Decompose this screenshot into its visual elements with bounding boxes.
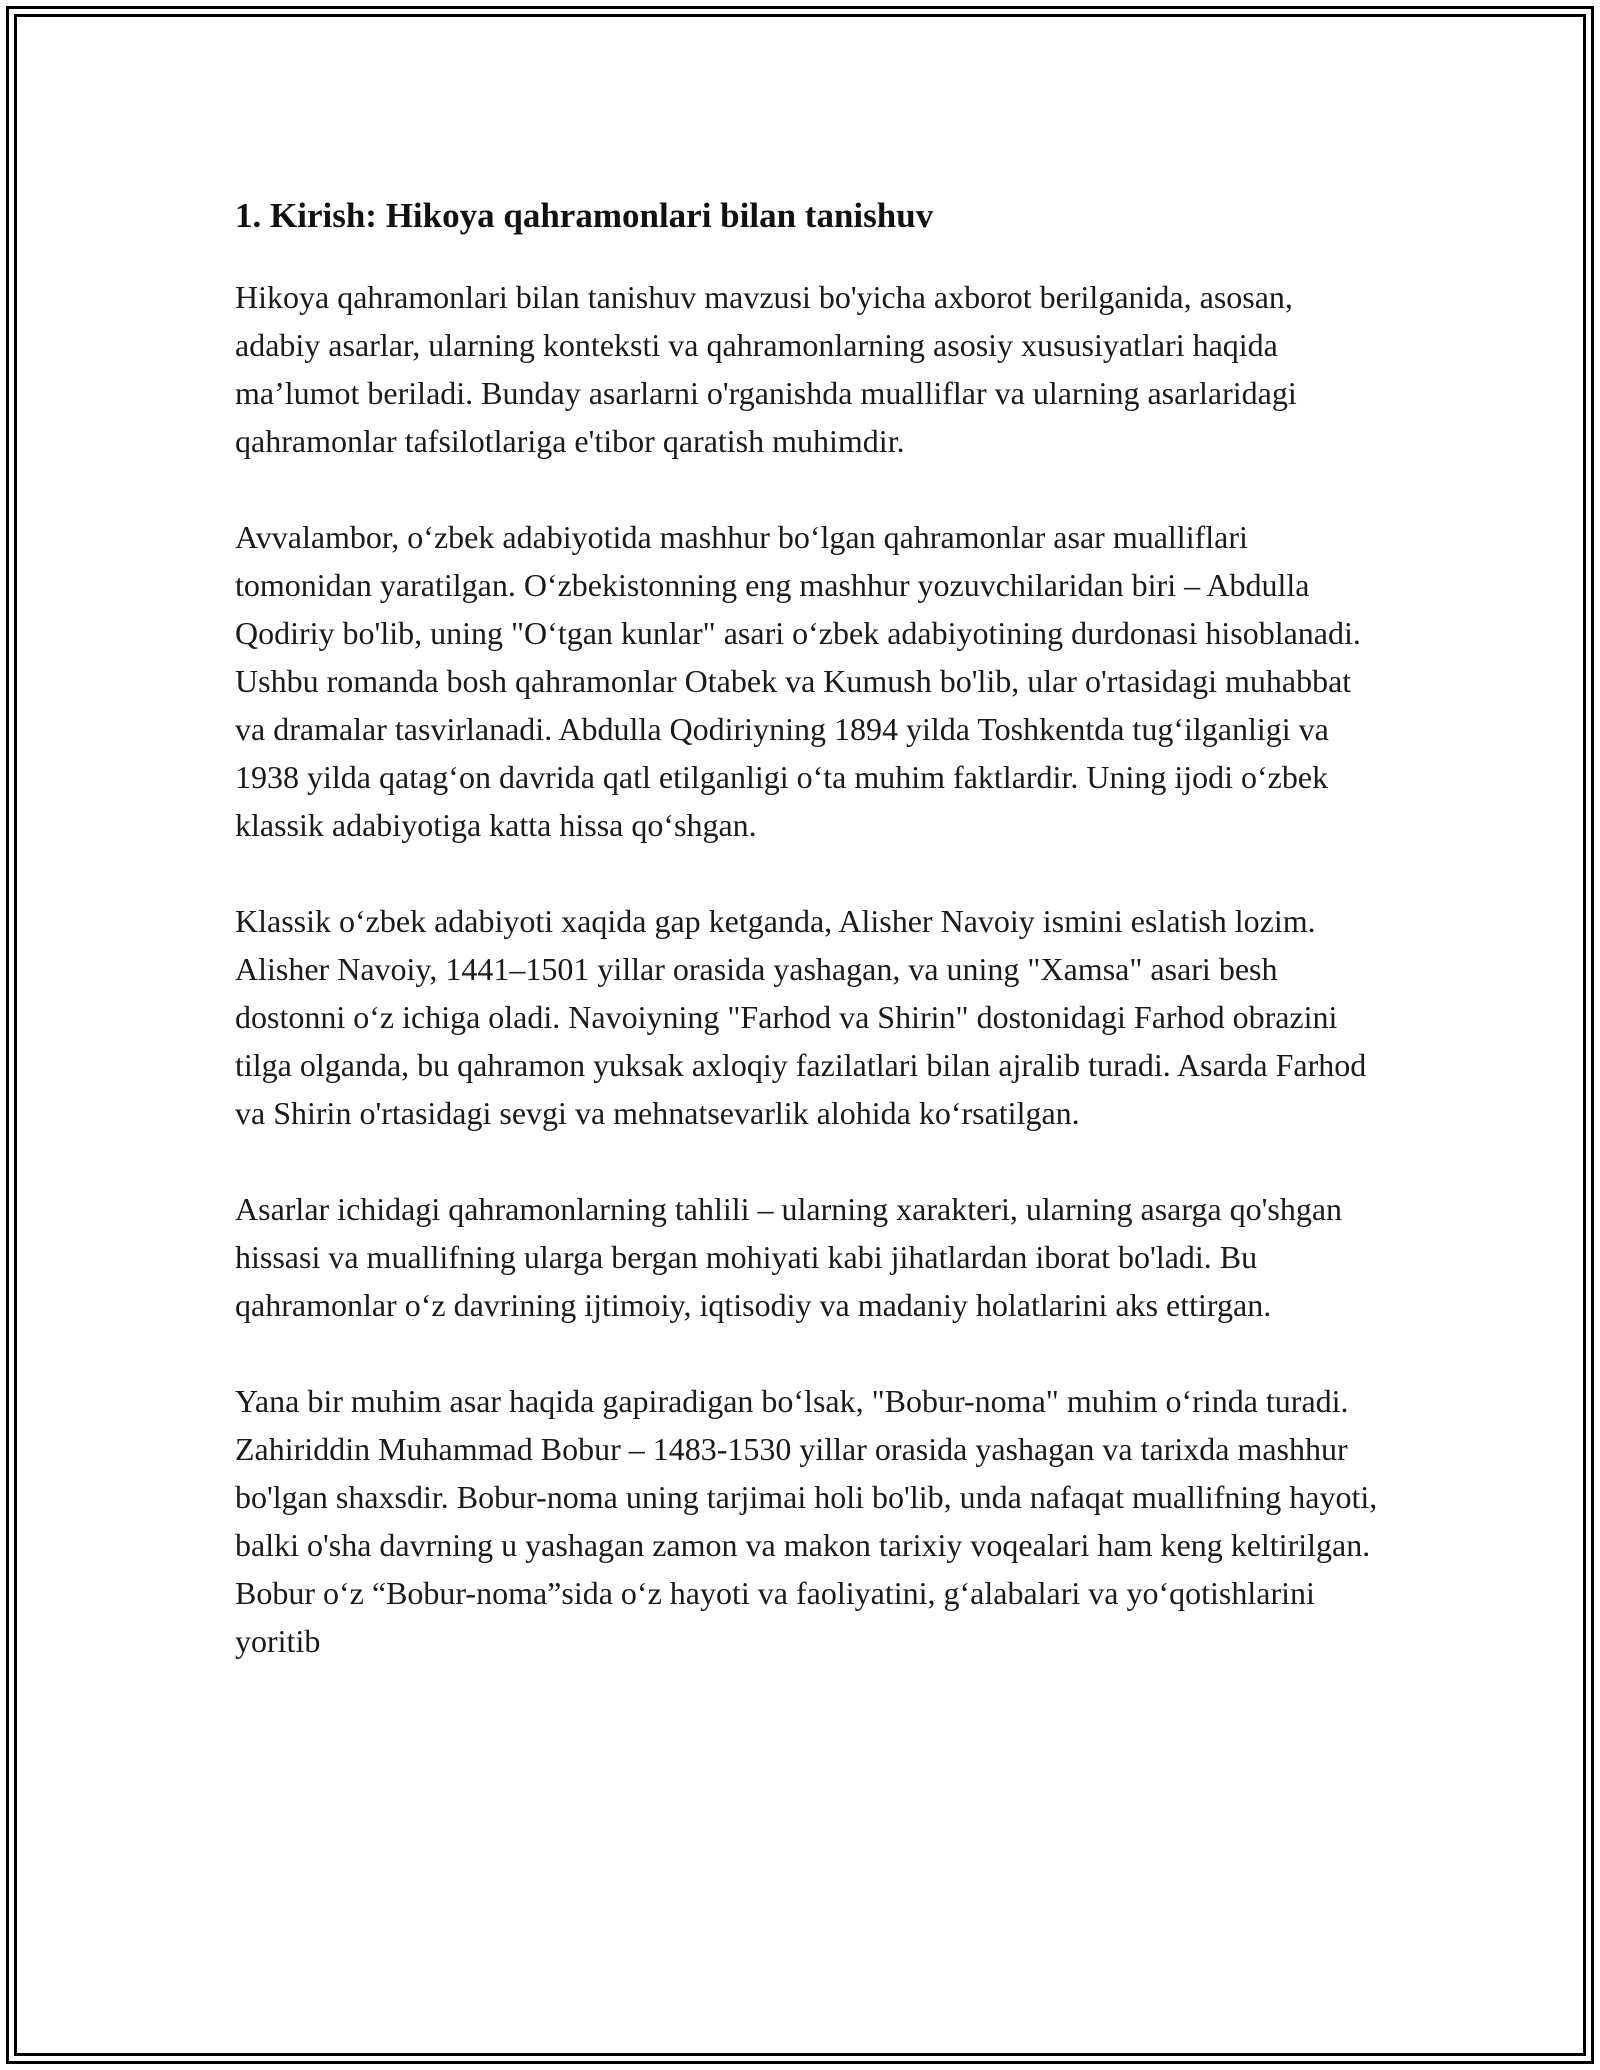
paragraph-analysis: Asarlar ichidagi qahramonlarning tahlili – ularning xarakteri, ularning asarga qo'shgan hissasi va muallifning ularga bergan mohiyati kabi jihatlardan iborat bo'ladi. Bu qahramonlar oʻz davrining ijtimoiy, iqtisodiy va madaniy holatlarini aks ettirgan. [235,1191,1343,1323]
document-body [235,187,1380,1713]
paragraph-navoiy: Klassik oʻzbek adabiyoti xaqida gap ketganda, Alisher Navoiy ismini eslatish lozim. Alisher Navoiy, 1441–1501 yillar orasida yashagan, va uning "Xamsa" asari besh dostonni oʻz ichiga oladi. Navoiyning "Farhod va Shirin" dostonidagi Farhod obrazini tilga olganda, bu qahramon yuksak axloqiy fazilatlari bilan ajralib turadi. Asarda Farhod va Shirin o'rtasidagi sevgi va mehnatsevarlik alohida koʻrsatilgan. [235,903,1367,1131]
paragraph-bobur: Yana bir muhim asar haqida gapiradigan boʻlsak, "Bobur-noma" muhim oʻrinda turadi. Zahiriddin Muhammad Bobur – 1483-1530 yillar orasida yashagan va tarixda mashhur bo'lgan shaxsdir. Bobur-noma uning tarjimai holi bo'lib, unda nafaqat muallifning hayoti, balki o'sha davrning u yashagan zamon va makon tarixiy voqealari ham keng keltirilgan. Bobur oʻz “Bobur-noma”sida oʻz hayoti va faoliyatini, gʻalabalari va yoʻqotishlarini yoritib [235,1383,1378,1659]
section-heading: 1. Kirish: Hikoya qahramonlari bilan tanishuv [235,196,934,235]
paragraph-intro: Hikoya qahramonlari bilan tanishuv mavzusi bo'yicha axborot berilganida, asosan, adabiy asarlar, ularning konteksti va qahramonlarning asosiy xususiyatlari haqida ma’lumot beriladi. Bunday asarlarni o'rganishda mualliflar va ularning asarlaridagi qahramonlar tafsilotlariga e'tibor qaratish muhimdir. [235,279,1297,459]
paragraph-qodiriy: Avvalambor, oʻzbek adabiyotida mashhur boʻlgan qahramonlar asar mualliflari tomonidan yaratilgan. Oʻzbekistonning eng mashhur yozuvchilaridan biri – Abdulla Qodiriy bo'lib, uning "Oʻtgan kunlar" asari oʻzbek adabiyotining durdonasi hisoblanadi. Ushbu romanda bosh qahramonlar Otabek va Kumush bo'lib, ular o'rtasidagi muhabbat va dramalar tasvirlanadi. Abdulla Qodiriyning 1894 yilda Toshkentda tugʻilganligi va 1938 yilda qatagʻon davrida qatl etilganligi oʻta muhim faktlardir. Uning ijodi oʻzbek klassik adabiyotiga katta hissa qoʻshgan. [235,519,1361,843]
